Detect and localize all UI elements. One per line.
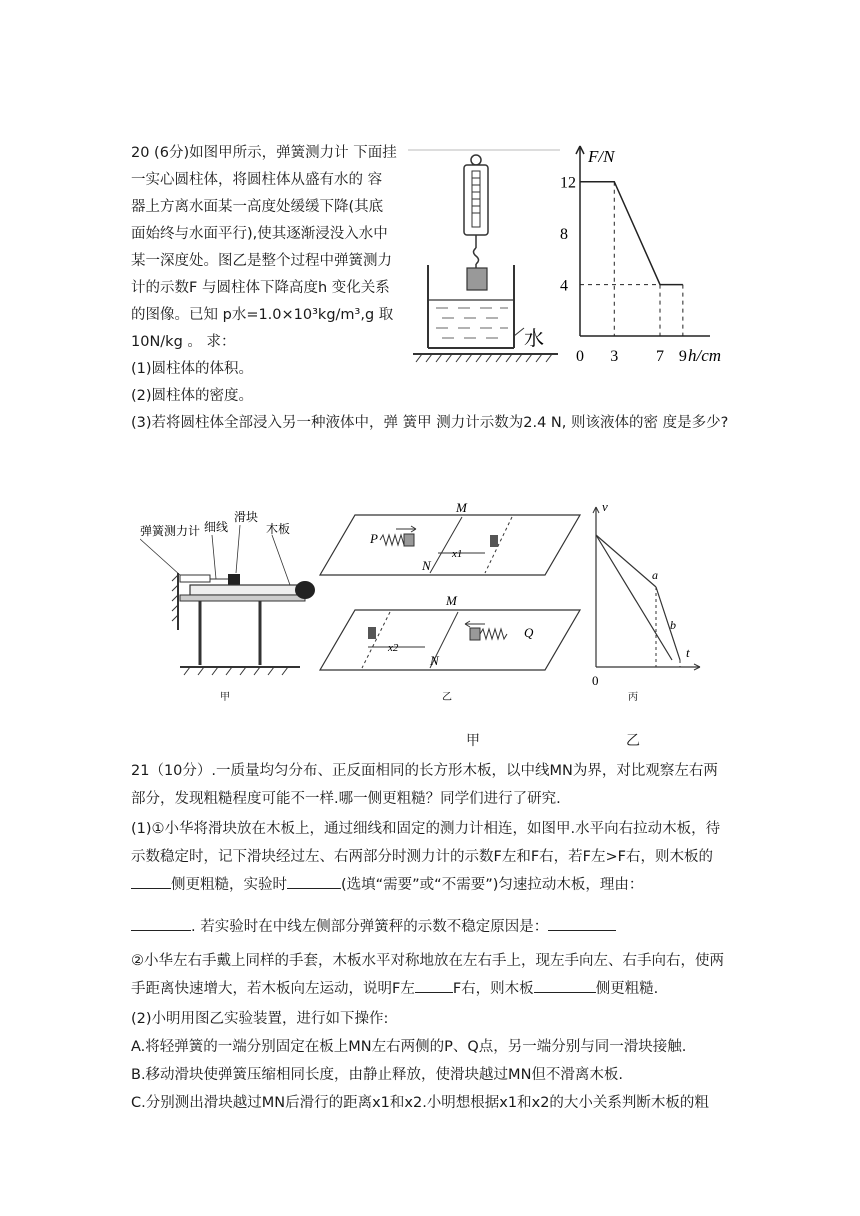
label-N-top: N (422, 558, 431, 573)
q21-step-c: C.分别测出滑块越过MN后滑行的距离x1和x2.小明想根据x1和x2的大小关系判断木板的粗 (131, 1095, 709, 1111)
label-a: a (652, 568, 658, 582)
label-x1: x1 (452, 548, 463, 560)
caption-yi: 乙 (626, 733, 640, 749)
label-board: 木板 (266, 522, 291, 536)
q20-sub1: (1)圆柱体的体积。 (131, 361, 254, 377)
figure-yi (320, 500, 580, 703)
figure-jia (140, 509, 315, 703)
q21-p2c: 侧更粗糙. (595, 981, 659, 997)
x-tick-label: 9 (678, 348, 687, 365)
q20-line: 面始终与水面平行),使其逐渐浸没入水中 (131, 226, 388, 242)
label-v: v (602, 499, 608, 514)
chart-axes (576, 146, 710, 336)
q20-sub3-text: (3)若将圆柱体全部浸入另一种液体中，弹 簧甲 测力计示数为2.4 N, 则该液体的密 度是多少? (131, 415, 729, 431)
label-P: P (370, 531, 378, 546)
q21-step-a: A.将轻弹簧的一端分别固定在板上MN左右两侧的P、Q点，另一端分别与同一滑块接触. (131, 1039, 687, 1055)
chart-series-line (580, 182, 683, 285)
q21-p1d: . 若实验时在中线左侧部分弹簧秤的示数不稳定原因是： (191, 919, 549, 935)
blank-3 (131, 914, 191, 931)
q21-part3: (2)小明用图乙实验装置，进行如下操作: (131, 1011, 389, 1027)
caption-jia: 甲 (466, 733, 480, 749)
caption-jia-small: 甲 (220, 692, 230, 703)
q20-sub3 (131, 410, 731, 437)
y-tick-label: 8 (560, 226, 568, 244)
label-b: b (670, 618, 676, 632)
blank-5 (415, 976, 453, 993)
caption-bing-small: 丙 (628, 692, 638, 703)
q20-sub2: (2)圆柱体的密度。 (131, 388, 254, 404)
q21-intro: 21（10分）.一质量均匀分布、正反面相同的长方形木板，以中线MN为界，对比观察左右两部分，发现粗糙程度可能不一样.哪一侧更粗糙？同学们进行了研究. (131, 763, 718, 807)
x-tick-label: 7 (656, 348, 664, 365)
q21-step-b: B.移动滑块使弹簧压缩相同长度，由静止释放，使滑块越过MN但不滑离木板. (131, 1067, 624, 1083)
label-x2: x2 (388, 642, 399, 654)
q21-p1b: 侧更粗糙，实验时 (171, 877, 287, 893)
q20-line: 一实心圆柱体，将圆柱体从盛有水的 容 (131, 172, 383, 188)
label-M-bottom: M (446, 593, 457, 608)
q21-p1a: (1)①小华将滑块放在木板上，通过细线和固定的测力计相连，如图甲.水平向右拉动木板，待示数稳定时，记下滑块经过左、右两部分时测力计的示数F左和F右，若F左>F右，则木板的 (131, 821, 721, 865)
q21-p2a: ②小华左右手戴上同样的手套，木板水平对称地放在左右手上，现左手向左、右手向右，使两手距离快速增大，若木板向左运动，说明F左 (131, 953, 724, 997)
q21-p2b: F右，则木板 (452, 981, 534, 997)
label-origin: 0 (592, 673, 599, 688)
blank-6 (534, 976, 596, 993)
figure-bing (592, 499, 700, 703)
label-spring-scale: 弹簧测力计 (140, 524, 201, 538)
force-height-chart (558, 138, 736, 370)
blank-2 (287, 872, 341, 889)
friction-experiment-figures (140, 495, 740, 710)
caption-yi-small: 乙 (442, 692, 452, 703)
q21-part2 (131, 947, 731, 1003)
question-21-text (131, 757, 731, 1117)
blank-4 (548, 914, 616, 931)
spring-scale-figure (408, 140, 568, 365)
chart-xlabel: h/cm (688, 346, 722, 365)
question-20-text (131, 140, 413, 410)
label-N-bottom: N (430, 653, 439, 668)
q21-part1-reason (131, 913, 731, 941)
label-slider: 滑块 (234, 510, 259, 524)
water-label: 水 (524, 328, 544, 350)
x-tick-label: 3 (610, 348, 619, 365)
label-t: t (686, 645, 690, 660)
q20-line: 的图像。已知 p水=1.0×10³kg/m³,g 取 (131, 307, 394, 323)
q20-line: 器上方离水面某一高度处缓缓下降(其底 (131, 199, 384, 215)
chart-ylabel: F/N (588, 147, 615, 166)
x-tick-label: 0 (576, 348, 584, 365)
q21-p1c: (选填“需要”或“不需要”)匀速拉动木板，理由： (341, 877, 644, 893)
q20-line: 计的示数F 与圆柱体下降高度h 变化关系 (131, 280, 390, 296)
blank-1 (131, 872, 171, 889)
y-tick-label: 4 (560, 277, 568, 295)
q20-line: 10N/kg 。 求： (131, 334, 236, 350)
label-string: 细线 (204, 520, 229, 534)
q21-part1 (131, 815, 731, 899)
q20-line: 20 (6分)如图甲所示，弹簧测力计 下面挂 (131, 145, 397, 161)
y-tick-label: 12 (560, 174, 576, 192)
q20-line: 某一深度处。图乙是整个过程中弹簧测力 (131, 253, 392, 269)
label-Q: Q (524, 625, 534, 640)
label-M-top: M (456, 500, 467, 515)
